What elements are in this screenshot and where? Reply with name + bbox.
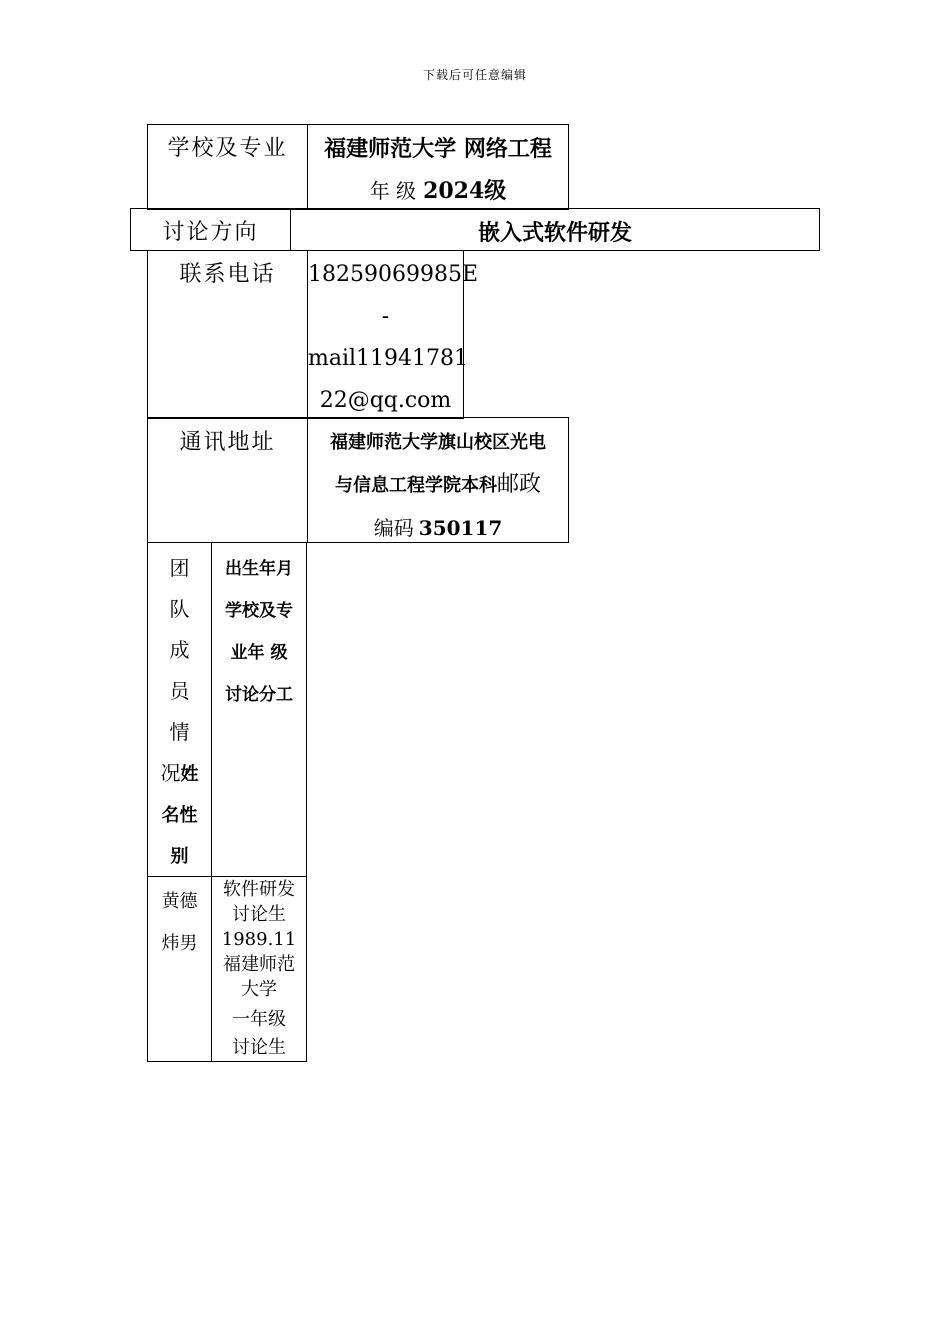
member-info-1: 软件研发 [223, 879, 295, 900]
phone-value [308, 254, 479, 422]
team-headers [212, 548, 306, 716]
team-char-6: 况姓 [160, 761, 199, 785]
direction-value: 嵌入式软件研发 [477, 220, 632, 246]
header-role: 讨论分工 [225, 685, 293, 705]
team-char-8: 别 [170, 846, 189, 867]
member-info-7: 讨论生 [232, 1037, 286, 1058]
member-info [212, 877, 306, 1060]
phone-line-4: 22@qq.com [319, 388, 452, 413]
team-char-7: 名性 [161, 805, 198, 826]
member-name [148, 881, 211, 965]
member-info-3: 1989.11 [221, 929, 297, 950]
address-label: 通讯地址 [179, 430, 276, 455]
direction-label: 讨论方向 [162, 220, 259, 245]
team-char-2: 队 [169, 597, 190, 621]
school-name: 福建师范大学 网络工程 [324, 136, 552, 162]
page-header: 下载后可任意编辑 [422, 68, 527, 82]
postal-value: 350117 [418, 516, 503, 540]
team-char-1: 团 [169, 556, 190, 580]
member-name-line-1: 黄德 [161, 891, 198, 912]
header-birth: 出生年月 [225, 559, 293, 579]
grade-line [308, 170, 568, 213]
postal-label-2: 编码 [373, 516, 414, 540]
address-line-2: 与信息工程学院本科 [334, 475, 497, 496]
grade-label: 年 级 [369, 179, 417, 203]
phone-line-3: mail11941781 [308, 346, 469, 371]
school-value [308, 128, 568, 213]
postal-line [308, 507, 568, 551]
team-char-4: 员 [169, 679, 190, 703]
team-vertical-label [148, 548, 211, 877]
member-info-6: 一年级 [232, 1009, 286, 1030]
phone-line-2: - [381, 304, 390, 329]
postal-label: 邮政 [496, 472, 541, 497]
grade-value: 2024级 [423, 178, 507, 204]
member-info-5: 大学 [241, 979, 277, 1000]
member-info-4: 福建师范 [223, 954, 295, 975]
address-line-1: 福建师范大学旗山校区光电 [330, 432, 546, 453]
phone-line-1: 18259069985E [308, 262, 479, 287]
school-label: 学校及专业 [167, 136, 288, 161]
address-line-2-wrap [308, 464, 568, 507]
team-char-5: 情 [169, 720, 190, 744]
member-name-line-2: 炜男 [161, 933, 198, 954]
member-info-2: 讨论生 [232, 904, 286, 925]
header-grade: 业年 级 [230, 643, 288, 663]
team-char-3: 成 [169, 638, 190, 662]
address-value [308, 422, 568, 551]
phone-label: 联系电话 [179, 262, 276, 287]
header-school: 学校及专 [225, 601, 293, 621]
